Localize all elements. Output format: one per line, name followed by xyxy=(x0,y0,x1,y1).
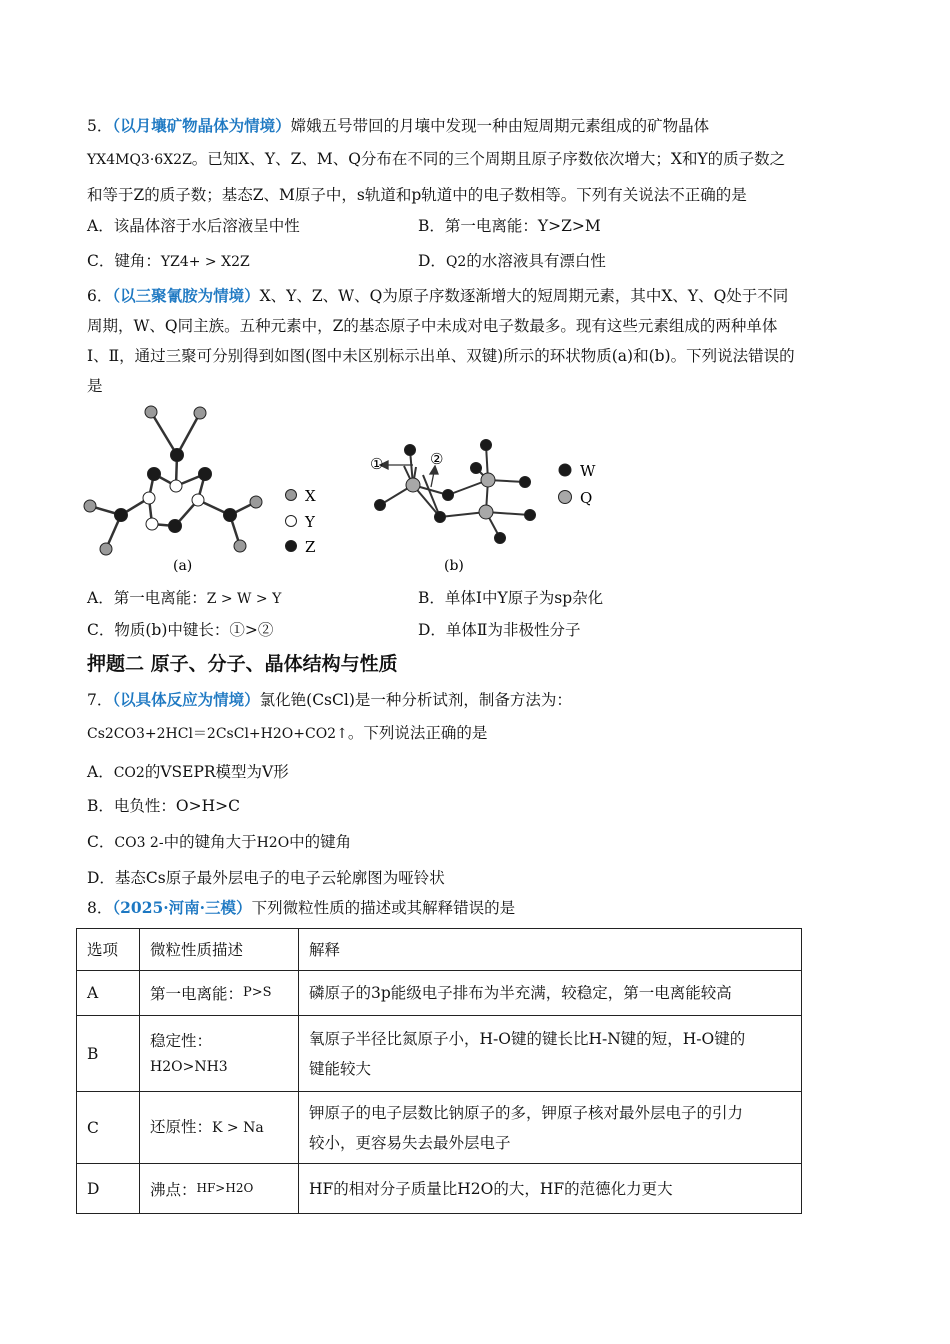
atom-x xyxy=(84,500,96,512)
q7-equation: Cs2CO3+2HCl＝2CsCl+H2O+CO2↑ xyxy=(87,726,348,742)
figure-a xyxy=(80,400,340,580)
table-cell-explanation: 磷原子的3p能级电子排布为半充满，较稳定，第一电离能较高 xyxy=(299,971,802,1016)
atom-x xyxy=(250,496,262,508)
table-cell-option: A xyxy=(77,971,140,1016)
atom-z xyxy=(199,468,212,481)
q6-option-c: C．物质(b)中键长：①>② xyxy=(87,621,274,639)
q5-formula: YX4MQ3·6X2Z xyxy=(87,152,192,168)
atom-w xyxy=(525,510,536,521)
atom-z xyxy=(171,449,184,462)
atom-w xyxy=(375,500,386,511)
q5-line1: 5．（以月壤矿物晶体为情境）嫦娥五号带回的月壤中发现一种由短周期元素组成的矿物晶体 xyxy=(87,116,710,135)
atom-w xyxy=(495,533,506,544)
q5-option-d: D．Q2的水溶液具有漂白性 xyxy=(418,252,606,270)
atom-y xyxy=(170,480,182,492)
q7-option-d: D．基态Cs原子最外层电子的电子云轮廓图为哑铃状 xyxy=(87,869,445,887)
atom-z xyxy=(148,468,161,481)
table-cell-desc: 第一电离能：P>S xyxy=(140,971,299,1016)
atom-w xyxy=(405,445,416,456)
atom-x xyxy=(194,407,206,419)
q8-line1: 8．（2025·河南·三模）下列微粒性质的描述或其解释错误的是 xyxy=(87,898,516,917)
atom-x xyxy=(100,543,112,555)
atom-q xyxy=(481,473,495,487)
figure-b-caption: (b) xyxy=(444,558,464,574)
q5-tag: （以月壤矿物晶体为情境） xyxy=(112,116,291,135)
table-row xyxy=(77,1092,802,1164)
table-row xyxy=(77,1164,802,1214)
q5-option-c-formula: YZ4+ > X2Z xyxy=(160,254,250,270)
marker-1: ① xyxy=(370,455,384,473)
figure-a-caption: (a) xyxy=(173,558,193,574)
marker-2: ② xyxy=(430,450,444,468)
q6-option-a-formula: Z > W > Y xyxy=(206,591,282,607)
q7-option-a-formula: CO2 xyxy=(113,765,145,781)
atom-y xyxy=(192,494,204,506)
q6-line2: 周期，W、Q同主族。五种元素中，Z的基态原子中未成对电子数最多。现有这些元素组成的两种单体 xyxy=(87,317,778,335)
q7-option-b: B．电负性：O>H>C xyxy=(87,797,240,815)
legend-x: X xyxy=(305,487,316,505)
q6-number: 6． xyxy=(87,287,113,305)
atom-x xyxy=(234,540,246,552)
table-header: 微粒性质描述 xyxy=(140,929,299,971)
q8-tag: （2025·河南·三模） xyxy=(112,898,252,917)
q5-option-c: C．键角：YZ4+ > X2Z xyxy=(87,252,250,270)
q8-table xyxy=(76,928,802,1214)
atom-q xyxy=(479,505,493,519)
q7-line2: Cs2CO3+2HCl＝2CsCl+H2O+CO2↑。下列说法正确的是 xyxy=(87,724,488,742)
atom-z xyxy=(169,520,182,533)
q6-option-b: B．单体Ⅰ中Y原子为sp杂化 xyxy=(418,589,604,607)
atom-w xyxy=(443,490,454,501)
table-header-row xyxy=(77,929,802,971)
atom-z xyxy=(115,509,128,522)
q7-number: 7． xyxy=(87,691,113,709)
table-cell-option: B xyxy=(77,1016,140,1092)
q6-line4: 是 xyxy=(87,377,103,395)
q7-line1: 7．（以具体反应为情境）氯化铯(CsCl)是一种分析试剂，制备方法为： xyxy=(87,690,572,709)
atom-z xyxy=(224,509,237,522)
q6-option-d: D．单体Ⅱ为非极性分子 xyxy=(418,621,581,639)
q6-option-a: A．第一电离能：Z > W > Y xyxy=(87,589,282,607)
legend-w: W xyxy=(580,462,596,480)
q7-option-c-formula2: H2O xyxy=(256,835,290,851)
q6-line3: Ⅰ、Ⅱ，通过三聚可分别得到如图(图中未区别标示出单、双键)所示的环状物质(a)和(b)。下列说法错误的 xyxy=(87,347,795,365)
atom-w xyxy=(520,477,531,488)
q7-option-c-formula1: CO3 2- xyxy=(114,835,164,851)
table-cell-explanation: 钾原子的电子层数比钠原子的多，钾原子核对最外层电子的引力 较小，更容易失去最外层电子 xyxy=(299,1092,802,1164)
q5-option-b: B．第一电离能：Y>Z>M xyxy=(418,217,601,235)
legend-q: Q xyxy=(580,489,593,507)
table-cell-option: C xyxy=(77,1092,140,1164)
table-header: 解释 xyxy=(299,929,802,971)
figure-b xyxy=(358,430,608,580)
q5-line3: 和等于Z的质子数；基态Z、M原子中，s轨道和p轨道中的电子数相等。下列有关说法不正确的是 xyxy=(87,186,747,204)
table-row xyxy=(77,1016,802,1092)
table-cell-explanation: 氧原子半径比氮原子小，H-O键的键长比H-N键的短，H-O键的 键能较大 xyxy=(299,1016,802,1092)
q5-option-a: A．该晶体溶于水后溶液呈中性 xyxy=(87,217,300,235)
atom-x xyxy=(145,406,157,418)
table-header: 选项 xyxy=(77,929,140,971)
q5-number: 5． xyxy=(87,117,113,135)
atom-y xyxy=(146,518,158,530)
legend-y: Y xyxy=(305,513,315,531)
q6-line1: 6．（以三聚氰胺为情境）X、Y、Z、W、Q为原子序数逐渐增大的短周期元素，其中X、Y、Q处于不同 xyxy=(87,286,789,305)
q5-option-d-formula: Q2 xyxy=(445,254,467,270)
q5-line2: YX4MQ3·6X2Z。已知X、Y、Z、M、Q分布在不同的三个周期且原子序数依次增大；X和Y的质子数之 xyxy=(87,150,786,168)
q6-tag: （以三聚氰胺为情境） xyxy=(112,286,260,305)
table-cell-explanation: HF的相对分子质量比H2O的大，HF的范德化力更大 xyxy=(299,1164,802,1214)
atom-w xyxy=(471,463,482,474)
section-title: 押题二 原子、分子、晶体结构与性质 xyxy=(87,653,398,675)
q7-tag: （以具体反应为情境） xyxy=(112,690,260,709)
atom-w xyxy=(481,440,492,451)
atom-q xyxy=(406,478,420,492)
table-cell-desc: 还原性：K > Na xyxy=(140,1092,299,1164)
atom-y xyxy=(143,492,155,504)
legend-z: Z xyxy=(305,538,316,556)
q7-option-c: C．CO3 2-中的键角大于H2O中的键角 xyxy=(87,833,352,851)
table-cell-desc: 沸点：HF>H2O xyxy=(140,1164,299,1214)
q8-number: 8． xyxy=(87,899,113,917)
atom-w xyxy=(435,512,446,523)
table-row xyxy=(77,971,802,1016)
table-cell-option: D xyxy=(77,1164,140,1214)
q7-option-a: A．CO2的VSEPR模型为V形 xyxy=(87,763,289,781)
table-cell-desc: 稳定性： H2O>NH3 xyxy=(140,1016,299,1092)
